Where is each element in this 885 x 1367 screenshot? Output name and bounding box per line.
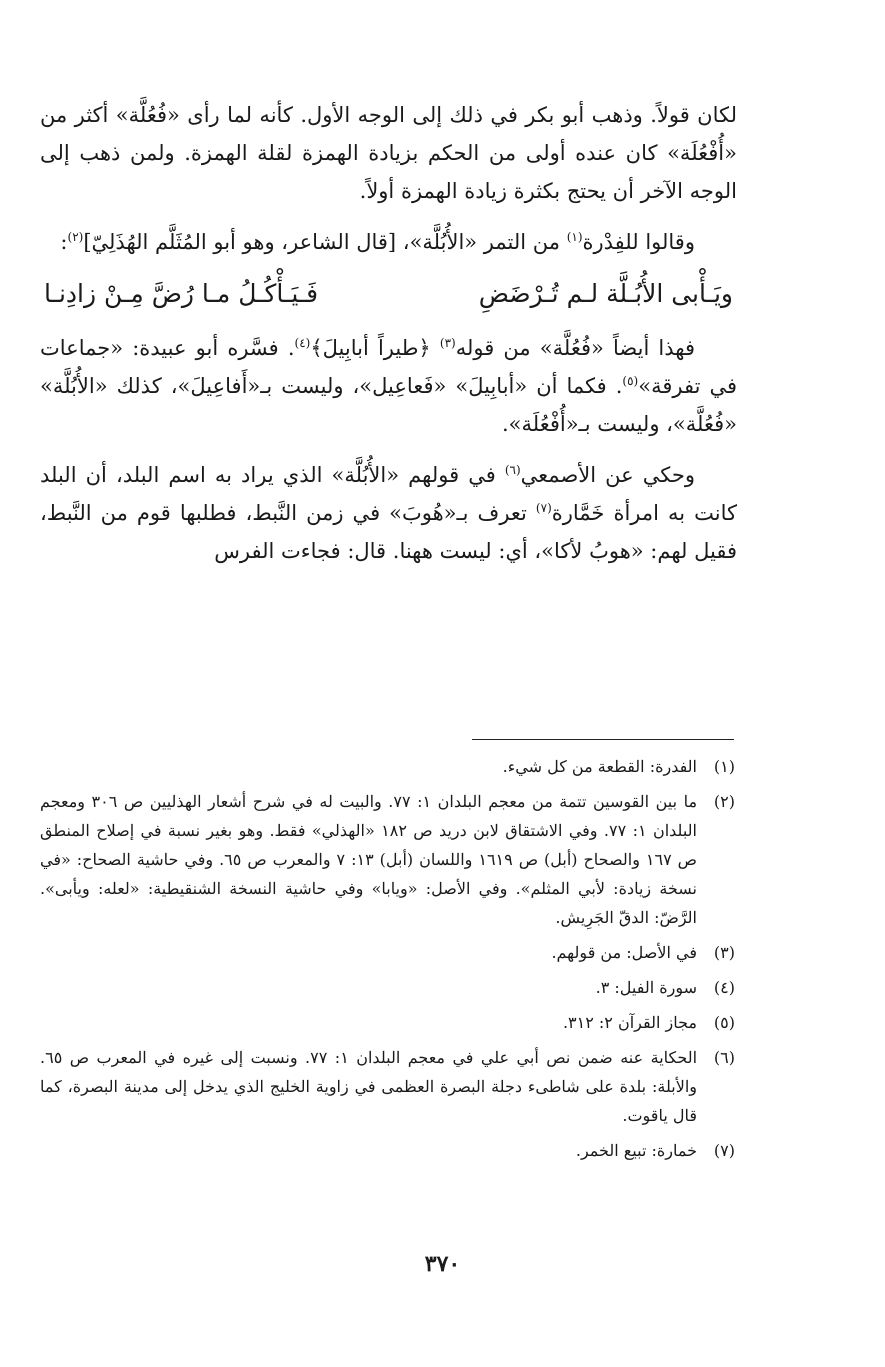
footnote-text: مجاز القرآن ٢: ٣١٢.: [562, 1013, 697, 1032]
footnote-number: (٥): [713, 1013, 735, 1032]
paragraph-3: [40, 329, 737, 443]
paragraph-2-text-b: من التمر «الأُبُلَّة»، [قال الشاعر، وهو أبو المُثَلَّم الهُذَلِيّ]: [83, 230, 567, 254]
paragraph-4-text-c: تعرف بـ«هُوبَ» في زمن النَّبط، فطلبها قوم من النَّبط، فقيل لهم: «هوبُ لأكا»، أي: ليست ههنا. قال: فجاءت الفرس: [40, 501, 737, 563]
footnote-separator: [472, 739, 734, 740]
footnote-text: الفدرة: القطعة من كل شيء.: [502, 757, 697, 776]
page-number: ٣٧٠: [424, 1251, 461, 1277]
paragraph-4-text-a: وحكي عن الأصمعي: [520, 463, 695, 487]
paragraph-2-text-a: وقالوا للفِدْرة: [582, 230, 695, 254]
footnote-6: [40, 1043, 735, 1130]
footnote-2: [40, 787, 735, 932]
footnote-number: (٣): [713, 943, 735, 962]
footnote-text: في الأصل: من قولهم.: [551, 943, 697, 962]
verse-second-hemistich: ويَـأْبى الأُبُـلَّة لـم تُـرْضَضِ: [478, 279, 733, 308]
footnote-4: [40, 973, 735, 1002]
footnote-ref-3[interactable]: (٣): [439, 336, 456, 350]
footnote-3: [40, 938, 735, 967]
footnote-number: (٧): [713, 1141, 735, 1160]
footnote-ref-1[interactable]: (١): [566, 230, 583, 244]
main-text: [40, 96, 737, 583]
footnote-ref-4[interactable]: (٤): [294, 336, 311, 350]
footnote-text: ما بين القوسين تتمة من معجم البلدان ١: ٧٧. والبيت له في شرح أشعار الهذليين ص ٣٠٦ ومعجم البلدان ١: ٧٧. وفي الاشتقاق لابن دريد ص ١٨٢ «الهذلي» فقط. وهو بغير نسبة في إصلاح المنطق ص ١٦٧ والصحاح (أبل) ص ١٦١٩ واللسان (أبل) ١٣: ٧ والمعرب ص ٦٥. وفي حاشية الصحاح: «في نسخة زيادة: لأبي المثلم». وفي الأصل: «ويابا» وفي حاشية النسخة الشنقيطية: «لعله: ويأبى». الرَّضّ: الدقّ الجَرِيش.: [40, 792, 698, 927]
paragraph-4: [40, 456, 737, 570]
footnote-text: خمارة: تبيع الخمر.: [575, 1141, 697, 1160]
paragraph-3-text-b: ﴿طيراً أبابِيلَ﴾: [310, 336, 440, 360]
paragraph-3-text-c: . فسَّره أبو عبيدة: «جماعات في تفرقة»: [40, 336, 738, 398]
footnote-number: (٦): [713, 1048, 735, 1067]
footnote-ref-2[interactable]: (٢): [67, 230, 84, 244]
paragraph-2: [40, 223, 737, 261]
footnote-5: [40, 1008, 735, 1037]
footnote-number: (٤): [713, 978, 735, 997]
footnote-ref-7[interactable]: (٧): [535, 501, 552, 515]
footnote-text: الحكاية عنه ضمن نص أبي علي في معجم البلدان ١: ٧٧. ونسبت إلى غيره في المعرب ص ٦٥. والأبلة: بلدة على شاطىء دجلة البصرة العظمى في زاوية الخليج الذي يدخل إلى مدينة البصرة، كما قال ياقوت.: [40, 1048, 698, 1125]
footnote-7: [40, 1136, 735, 1165]
paragraph-3-text-a: فهذا أيضاً «فُعُلَّة» من قوله: [455, 336, 695, 360]
footnote-ref-5[interactable]: (٥): [622, 374, 639, 388]
footnote-ref-6[interactable]: (٦): [504, 463, 521, 477]
footnote-text: سورة الفيل: ٣.: [595, 978, 697, 997]
paragraph-4-text-b: في قولهم «الأُبُلَّة» الذي يراد به اسم البلد، أن البلد كانت به امرأة خَمَّارة: [40, 463, 737, 525]
poetry-verse: [40, 274, 737, 314]
footnote-number: (١): [713, 757, 735, 776]
paragraph-3-text-d: . فكما أن «أبابِيلَ» «فَعاعِيل»، وليست بـ«أَفاعِيلَ»، كذلك «الأُبُلَّة» «فُعُلَّة»، وليست بـ«أُفْعُلَة».: [40, 374, 737, 436]
verse-first-hemistich: فَـيَـأْكُـلُ مـا رُضَّ مِـنْ زادِنـا: [44, 279, 319, 308]
footnote-1: [40, 752, 735, 781]
paragraph-2-text-c: :: [60, 230, 68, 254]
paragraph-1: لكان قولاً. وذهب أبو بكر في ذلك إلى الوجه الأول. كأنه لما رأى «فُعُلَّة» أكثر من «أُفْعُلَة» كان عنده أولى من الحكم بزيادة الهمزة لقلة الهمزة. ولمن ذهب إلى الوجه الآخر أن يحتج بكثرة زيادة الهمزة أولاً.: [40, 103, 737, 203]
footnote-number: (٢): [713, 792, 735, 811]
footnotes: [40, 752, 735, 1171]
